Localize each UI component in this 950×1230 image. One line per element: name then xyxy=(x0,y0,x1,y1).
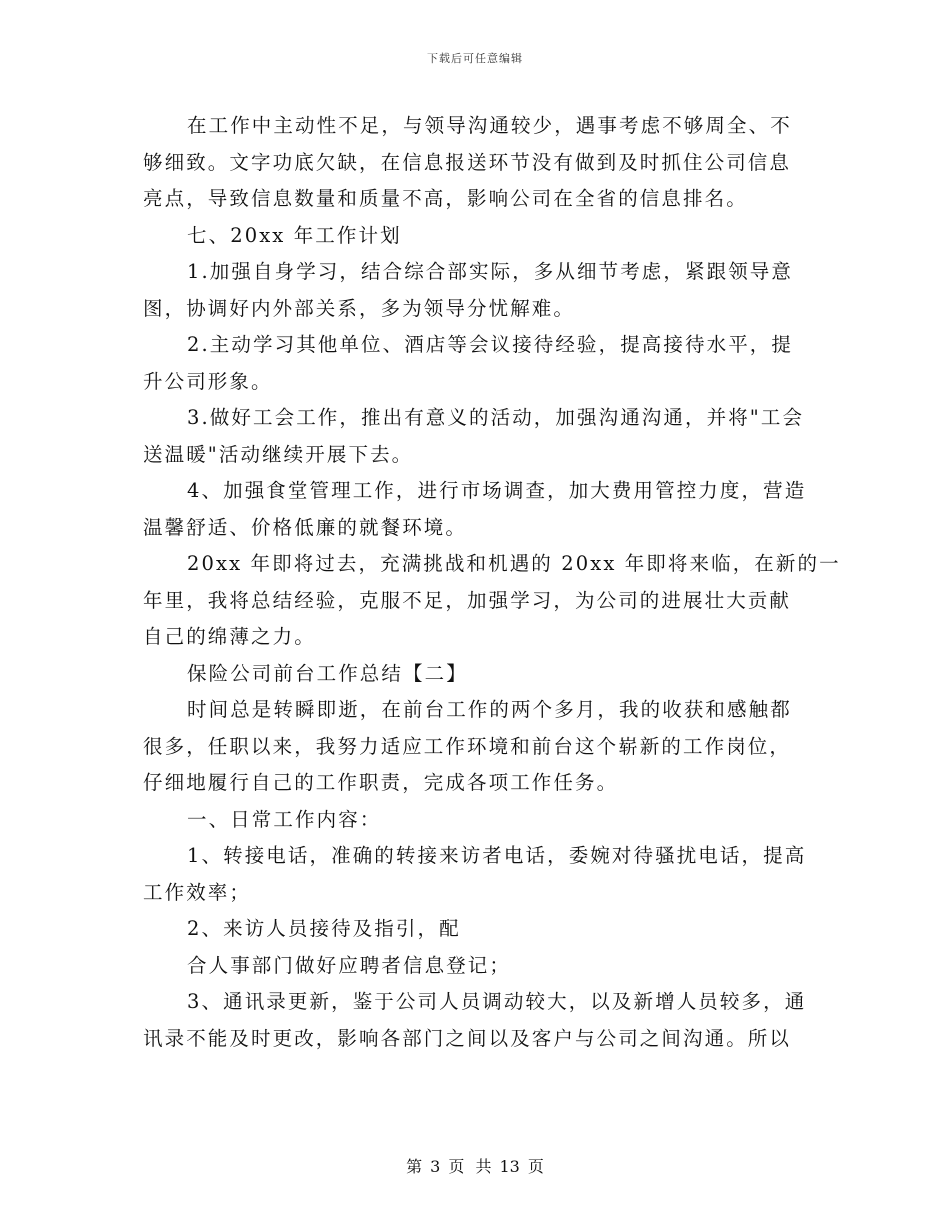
text-line: 讯录不能及时更改，影响各部门之间以及客户与公司之间沟通。所以 xyxy=(143,1026,792,1050)
text-line: 年里，我将总结经验，克服不足，加强学习，为公司的进展壮大贡献 xyxy=(143,588,792,612)
text-line: 很多，任职以来，我努力适应工作环境和前台这个崭新的工作岗位， xyxy=(143,734,792,758)
text-line: 七、20xx 年工作计划 xyxy=(187,223,402,247)
text-line: 图，协调好内外部关系，多为领导分忧解难。 xyxy=(143,296,576,320)
text-line: 工作效率； xyxy=(143,880,252,904)
text-line: 1、转接电话，准确的转接来访者电话，委婉对待骚扰电话，提高 xyxy=(187,844,807,867)
page-header: 下载后可任意编辑 xyxy=(427,52,523,65)
text-line: 够细致。文字功底欠缺，在信息报送环节没有做到及时抓住公司信息 xyxy=(143,150,792,174)
text-line: 送温暖"活动继续开展下去。 xyxy=(143,442,414,466)
text-line: 亮点，导致信息数量和质量不高，影响公司在全省的信息排名。 xyxy=(143,187,748,210)
footer-total-pages: 13 xyxy=(499,1157,520,1176)
text-line: 温馨舒适、价格低廉的就餐环境。 xyxy=(143,515,468,539)
text-line: 3.做好工会工作，推出有意义的活动，加强沟通沟通，并将"工会 xyxy=(187,406,805,429)
text-line: 保险公司前台工作总结【二】 xyxy=(187,661,468,685)
text-line: 3、通讯录更新，鉴于公司人员调动较大，以及新增人员较多，通 xyxy=(187,990,807,1013)
text-line: 一、日常工作内容： xyxy=(187,807,382,831)
text-line: 1.加强自身学习，结合综合部实际，多从细节考虑，紧跟领导意 xyxy=(187,260,794,283)
footer-current-page: 3 xyxy=(430,1157,441,1176)
text-line: 2、来访人员接待及指引，配 xyxy=(187,917,461,940)
text-line: 升公司形象。 xyxy=(143,369,273,393)
text-line: 2.主动学习其他单位、酒店等会议接待经验，提高接待水平，提 xyxy=(187,333,794,356)
page-footer xyxy=(0,1154,950,1177)
text-line: 合人事部门做好应聘者信息登记； xyxy=(187,953,512,977)
text-line: 时间总是转瞬即逝，在前台工作的两个多月，我的收获和感触都 xyxy=(187,698,792,721)
text-line: 20xx 年即将过去，充满挑战和机遇的 20xx 年即将来临，在新的一 xyxy=(187,552,841,575)
footer-suffix: 页 xyxy=(527,1157,544,1176)
footer-prefix: 第 xyxy=(406,1157,423,1176)
document-body xyxy=(143,108,841,1057)
text-line: 仔细地履行自己的工作职责，完成各项工作任务。 xyxy=(143,771,619,794)
text-line: 4、加强食堂管理工作，进行市场调查，加大费用管控力度，营造 xyxy=(187,479,807,502)
text-line: 自己的绵薄之力。 xyxy=(143,625,316,648)
text-line: 在工作中主动性不足，与领导沟通较少，遇事考虑不够周全、不 xyxy=(187,114,792,137)
footer-middle: 页 共 xyxy=(448,1157,492,1176)
